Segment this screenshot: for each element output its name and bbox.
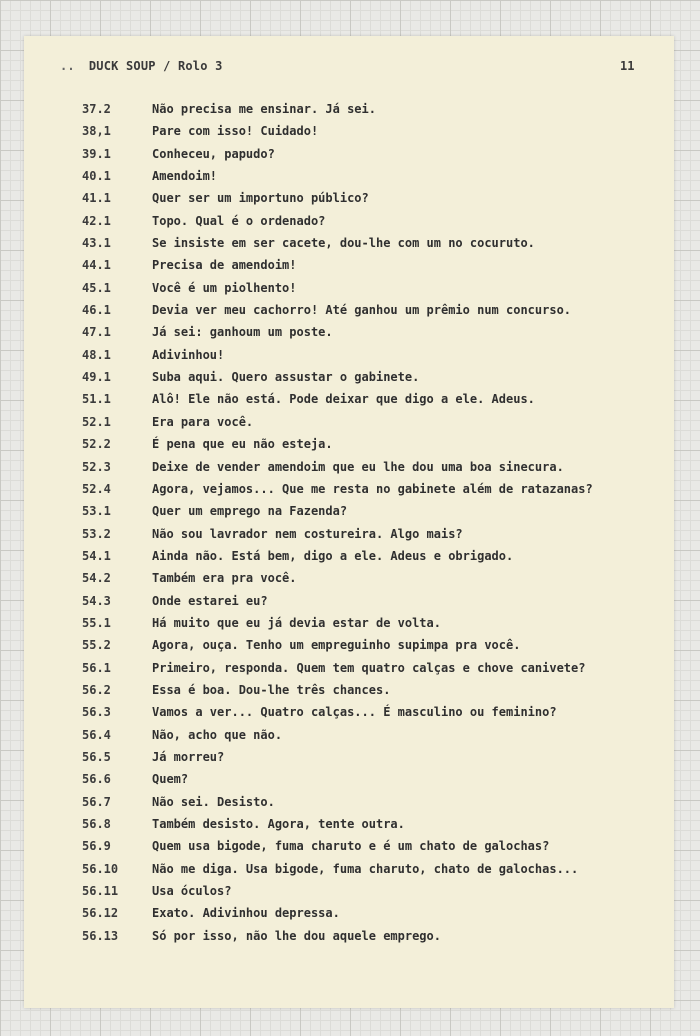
line-number: 52.4 [82, 481, 111, 496]
line-number: 54.1 [82, 548, 111, 563]
line-text: Só por isso, não lhe dou aquele emprego. [152, 928, 441, 943]
line-number: 56.10 [82, 861, 119, 876]
line-number: 54.2 [82, 571, 111, 586]
line-number: 42.1 [82, 213, 111, 228]
line-number: 37.2 [82, 102, 111, 116]
line-number: 56.13 [82, 928, 119, 943]
line-text: Adivinhou! [152, 347, 225, 362]
dialogue-line [82, 705, 593, 727]
line-number: 40.1 [82, 169, 111, 184]
dialogue-line [82, 504, 593, 526]
dialogue-line [82, 683, 593, 705]
line-number: 56.6 [82, 772, 111, 787]
line-number: 51.1 [82, 392, 111, 407]
line-number: 52.2 [82, 437, 111, 452]
dialogue-line [82, 281, 593, 303]
dialogue-line [82, 571, 593, 593]
line-text: Agora, ouça. Tenho um empreguinho supimpa pra você. [152, 638, 521, 653]
line-text: Amendoim! [152, 169, 218, 184]
line-number: 56.4 [82, 727, 111, 742]
dialogue-line [82, 460, 593, 482]
line-text: Não, acho que não. [152, 727, 283, 742]
line-text: Precisa de amendoim! [152, 258, 297, 273]
dialogue-line [82, 191, 593, 213]
line-text: Não me diga. Usa bigode, fuma charuto, chato de galochas... [152, 861, 579, 876]
line-number: 56.2 [82, 682, 111, 697]
line-number: 56.12 [82, 906, 119, 921]
dialogue-line [82, 415, 593, 437]
line-text: Você é um piolhento! [152, 280, 297, 295]
line-number: 56.9 [82, 839, 111, 854]
line-number: 47.1 [82, 325, 111, 340]
line-text: Se insiste em ser cacete, dou-lhe com um no cocuruto. [152, 236, 535, 251]
line-number: 41.1 [82, 191, 111, 206]
line-text: Essa é boa. Dou-lhe três chances. [152, 682, 391, 697]
dialogue-line [82, 124, 593, 146]
dialogue-line [82, 392, 593, 414]
dialogue-line [82, 549, 593, 571]
line-number: 45.1 [82, 280, 111, 295]
line-number: 46.1 [82, 303, 111, 318]
line-text: Primeiro, responda. Quem tem quatro calças e chove canivete? [152, 660, 586, 675]
typewritten-page [24, 36, 674, 1008]
line-text: Quem? [152, 772, 189, 787]
dialogue-line [82, 661, 593, 683]
dialogue-line [82, 303, 593, 325]
dialogue-line [82, 102, 593, 124]
line-number: 48.1 [82, 347, 111, 362]
line-number: 38,1 [82, 124, 111, 139]
dialogue-line [82, 370, 593, 392]
line-text: Usa óculos? [152, 884, 232, 899]
line-text: Quer um emprego na Fazenda? [152, 504, 348, 519]
line-number: 55.1 [82, 615, 111, 630]
dialogue-line [82, 929, 593, 951]
dialogue-line [82, 728, 593, 750]
line-number: 56.11 [82, 884, 119, 899]
line-text: Era para você. [152, 414, 254, 429]
dialogue-line [82, 839, 593, 861]
line-number: 53.1 [82, 504, 111, 519]
dialogue-line [82, 147, 593, 169]
line-number: 56.7 [82, 794, 111, 809]
line-number: 49.1 [82, 370, 111, 385]
line-number: 56.5 [82, 749, 111, 764]
dialogue-line [82, 594, 593, 616]
line-number: 39.1 [82, 146, 111, 161]
dialogue-line [82, 906, 593, 928]
dialogue-line [82, 772, 593, 794]
page-header [60, 59, 223, 73]
line-number: 52.1 [82, 414, 111, 429]
line-text: Devia ver meu cachorro! Até ganhou um prêmio num concurso. [152, 303, 572, 318]
page-number: 11 [620, 59, 635, 73]
dialogue-line [82, 214, 593, 236]
dialogue-line [82, 325, 593, 347]
line-text: Conheceu, papudo? [152, 146, 275, 161]
line-number: 52.3 [82, 459, 111, 474]
dialogue-line [82, 258, 593, 280]
line-text: Não precisa me ensinar. Já sei. [152, 102, 376, 116]
line-text: Quer ser um importuno público? [152, 191, 369, 206]
dialogue-line [82, 169, 593, 191]
line-text: Quem usa bigode, fuma charuto e é um chato de galochas? [152, 839, 550, 854]
line-text: Ainda não. Está bem, digo a ele. Adeus e obrigado. [152, 548, 514, 563]
line-text: Exato. Adivinhou depressa. [152, 906, 340, 921]
line-text: É pena que eu não esteja. [152, 437, 333, 452]
line-text: Também desisto. Agora, tente outra. [152, 817, 405, 831]
line-text: Deixe de vender amendoim que eu lhe dou uma boa sinecura. [152, 459, 564, 474]
dialogue-line [82, 527, 593, 549]
line-text: Alô! Ele não está. Pode deixar que digo a ele. Adeus. [152, 392, 535, 407]
dialogue-line [82, 750, 593, 772]
line-text: Pare com isso! Cuidado! [152, 124, 319, 139]
line-number: 56.3 [82, 705, 111, 720]
line-number: 44.1 [82, 258, 111, 273]
line-number: 43.1 [82, 236, 111, 251]
line-number: 53.2 [82, 526, 111, 541]
dialogue-line [82, 884, 593, 906]
dialogue-line [82, 795, 593, 817]
line-number: 56.8 [82, 817, 111, 831]
line-text: Vamos a ver... Quatro calças... É masculino ou feminino? [152, 705, 557, 720]
line-text: Já sei: ganhoum um poste. [152, 325, 333, 340]
line-text: Também era pra você. [152, 571, 297, 586]
dialogue-line [82, 616, 593, 638]
line-number: 56.1 [82, 660, 111, 675]
line-text: Há muito que eu já devia estar de volta. [152, 615, 441, 630]
dialogue-line [82, 437, 593, 459]
dialogue-line [82, 862, 593, 884]
line-text: Não sou lavrador nem costureira. Algo mais? [152, 526, 463, 541]
line-number: 55.2 [82, 638, 111, 653]
line-text: Agora, vejamos... Que me resta no gabinete além de ratazanas? [152, 481, 593, 496]
dialogue-list [82, 102, 593, 951]
dialogue-line [82, 817, 593, 839]
dialogue-line [82, 236, 593, 258]
line-text: Topo. Qual é o ordenado? [152, 213, 326, 228]
line-text: Não sei. Desisto. [152, 794, 275, 809]
header-dots: .. [60, 59, 75, 73]
dialogue-line [82, 482, 593, 504]
dialogue-line [82, 638, 593, 660]
line-text: Já morreu? [152, 749, 225, 764]
line-text: Onde estarei eu? [152, 593, 268, 608]
line-number: 54.3 [82, 593, 111, 608]
line-text: Suba aqui. Quero assustar o gabinete. [152, 370, 420, 385]
dialogue-line [82, 348, 593, 370]
document-title: DUCK SOUP / Rolo 3 [88, 59, 223, 73]
